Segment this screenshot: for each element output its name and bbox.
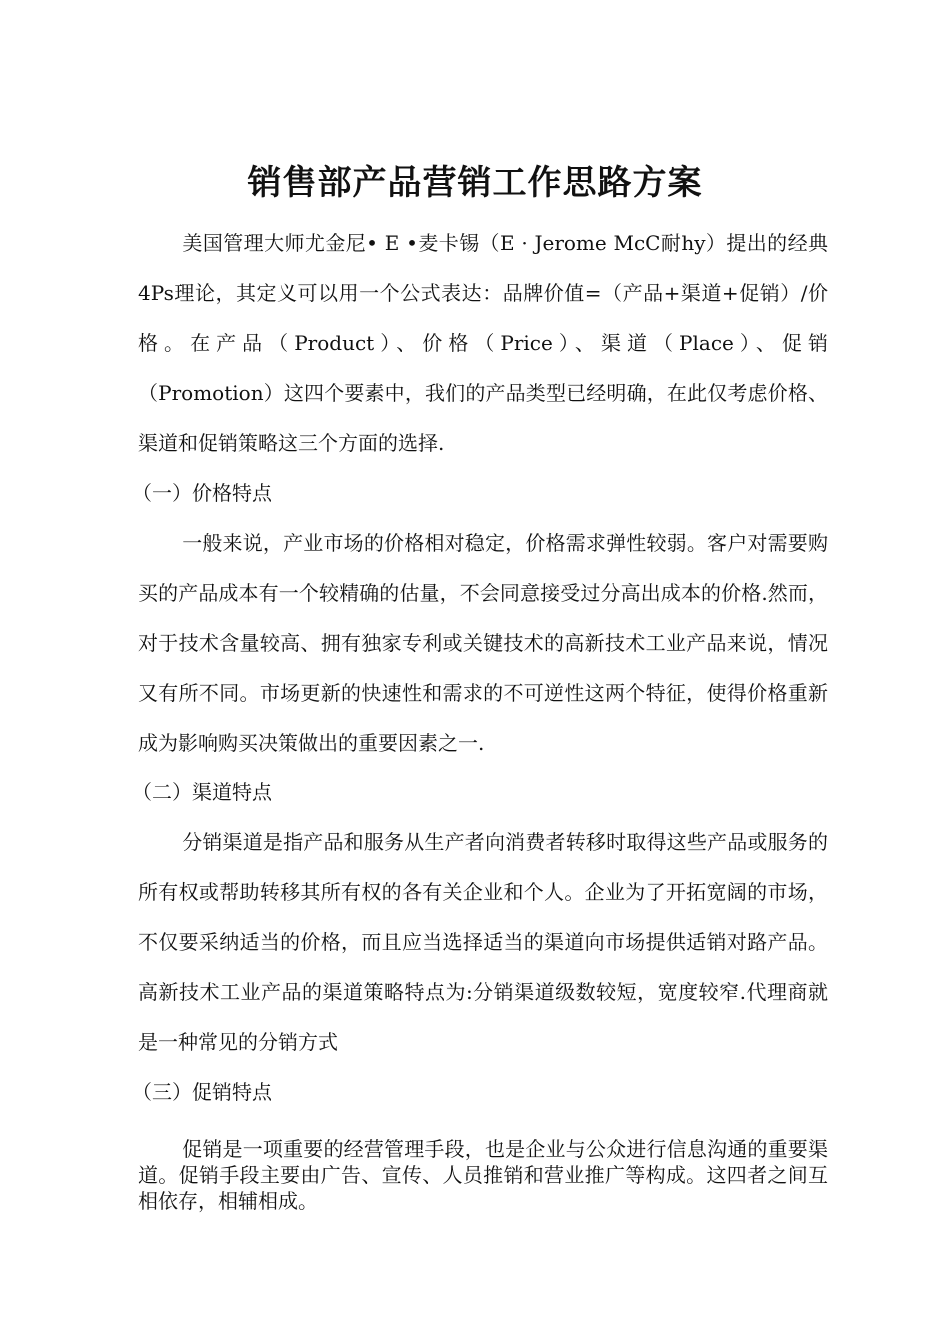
section-heading-channel: （二）渠道特点	[132, 780, 272, 804]
section-heading-promotion: （三）促销特点	[132, 1080, 272, 1104]
section-text-promotion: 促销是一项重要的经营管理手段，也是企业与公众进行信息沟通的重要渠道。促销手段主要由广告、宣传、人员推销和营业推广等构成。这四者之间互相依存，相辅相成。	[138, 1137, 828, 1213]
intro-paragraph	[138, 218, 828, 468]
section-text-channel: 分销渠道是指产品和服务从生产者向消费者转移时取得这些产品或服务的所有权或帮助转移其所有权的各有关企业和个人。企业为了开拓宽阔的市场，不仅要采纳适当的价格，而且应当选择适当的渠道向市场提供适销对路产品。高新技术工业产品的渠道策略特点为:分销渠道级数较短，宽度较窄.代理商就是一种常见的分销方式	[138, 830, 828, 1054]
section-text-price: 一般来说，产业市场的价格相对稳定，价格需求弹性较弱。客户对需要购买的产品成本有一个较精确的估量，不会同意接受过分高出成本的价格.然而，对于技术含量较高、拥有独家专利或关键技术的高新技术工业产品来说，情况又有所不同。市场更新的快速性和需求的不可逆性这两个特征，使得价格重新成为影响购买决策做出的重要因素之一.	[138, 531, 828, 755]
section-body-channel	[138, 817, 828, 1067]
section-heading-price: （一）价格特点	[132, 481, 272, 505]
intro-text: 美国管理大师尤金尼• E •麦卡锡（E · Jerome McC耐hy）提出的经典4Ps理论，其定义可以用一个公式表达：品牌价值=（产品+渠道+促销）/价格。在产品（Product）、价格（Price）、渠道（Place）、促销（Promotion）这四个要素中，我们的产品类型已经明确，在此仅考虑价格、渠道和促销策略这三个方面的选择.	[138, 231, 828, 455]
section-body-promotion	[138, 1136, 828, 1214]
document-title: 销售部产品营销工作思路方案	[247, 162, 703, 203]
section-body-price	[138, 518, 828, 768]
